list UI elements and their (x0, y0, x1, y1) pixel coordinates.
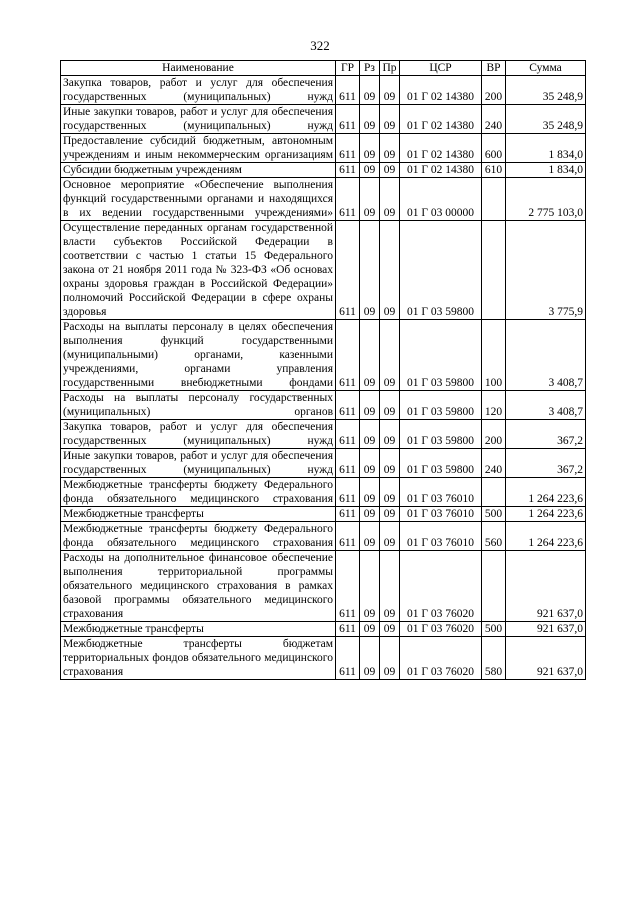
table-row (61, 178, 586, 221)
row-gr: 611 (336, 449, 360, 478)
row-vr: 560 (482, 522, 506, 551)
table-row (61, 551, 586, 622)
row-csr: 01 Г 03 76010 (400, 507, 482, 522)
row-vr (482, 551, 506, 622)
row-csr: 01 Г 03 00000 (400, 178, 482, 221)
row-name: Осуществление переданных органам государственной власти субъектов Российской Федерации в соответствии с частью 1 статьи 15 Федерального закона от 21 ноября 2011 года № 323-ФЗ «Об основах охраны здоровья граждан в Российской Федерации» полномочий Российской Федерации в сфере охраны здоровья (61, 221, 336, 320)
row-rz: 09 (360, 105, 380, 134)
row-csr: 01 Г 03 59800 (400, 221, 482, 320)
row-csr: 01 Г 03 76010 (400, 522, 482, 551)
row-gr: 611 (336, 637, 360, 680)
row-vr: 200 (482, 420, 506, 449)
row-gr: 611 (336, 391, 360, 420)
row-name: Межбюджетные трансферты бюджету Федерального фонда обязательного медицинского страхования (61, 522, 336, 551)
row-gr: 611 (336, 420, 360, 449)
row-csr: 01 Г 03 76010 (400, 478, 482, 507)
row-rz: 09 (360, 551, 380, 622)
row-gr: 611 (336, 551, 360, 622)
row-vr (482, 478, 506, 507)
row-sum: 1 264 223,6 (506, 478, 586, 507)
row-vr: 120 (482, 391, 506, 420)
header-rz: Рз (360, 61, 380, 76)
row-name: Расходы на выплаты персоналу государственных (муниципальных) органов (61, 391, 336, 420)
row-pr: 09 (380, 420, 400, 449)
row-pr: 09 (380, 622, 400, 637)
row-pr: 09 (380, 320, 400, 391)
row-pr: 09 (380, 478, 400, 507)
row-csr: 01 Г 03 59800 (400, 449, 482, 478)
row-sum: 2 775 103,0 (506, 178, 586, 221)
row-name: Межбюджетные трансферты (61, 507, 336, 522)
row-pr: 09 (380, 391, 400, 420)
row-pr: 09 (380, 134, 400, 163)
table-row (61, 391, 586, 420)
header-name: Наименование (61, 61, 336, 76)
table-row (61, 420, 586, 449)
row-name: Закупка товаров, работ и услуг для обеспечения государственных (муниципальных) нужд (61, 76, 336, 105)
row-sum: 1 264 223,6 (506, 522, 586, 551)
table-row (61, 449, 586, 478)
row-vr: 240 (482, 449, 506, 478)
row-name: Межбюджетные трансферты бюджету Федерального фонда обязательного медицинского страхования (61, 478, 336, 507)
table-row (61, 320, 586, 391)
row-name: Межбюджетные трансферты (61, 622, 336, 637)
row-gr: 611 (336, 76, 360, 105)
row-vr: 200 (482, 76, 506, 105)
row-pr: 09 (380, 507, 400, 522)
row-sum: 35 248,9 (506, 105, 586, 134)
row-gr: 611 (336, 134, 360, 163)
row-pr: 09 (380, 551, 400, 622)
row-gr: 611 (336, 163, 360, 178)
row-gr: 611 (336, 105, 360, 134)
row-sum: 3 408,7 (506, 391, 586, 420)
row-sum: 921 637,0 (506, 622, 586, 637)
row-name: Основное мероприятие «Обеспечение выполнения функций государственными органами и находящихся в их ведении государственными учреждениями» (61, 178, 336, 221)
row-csr: 01 Г 02 14380 (400, 134, 482, 163)
row-rz: 09 (360, 76, 380, 105)
row-name: Расходы на выплаты персоналу в целях обеспечения выполнения функций государственными (муниципальными) органами, казенными учреждениями, органами управления государственными внебюджетными фондами (61, 320, 336, 391)
row-csr: 01 Г 03 76020 (400, 551, 482, 622)
row-csr: 01 Г 03 59800 (400, 320, 482, 391)
row-csr: 01 Г 03 59800 (400, 391, 482, 420)
page-number: 322 (310, 38, 330, 53)
row-csr: 01 Г 02 14380 (400, 163, 482, 178)
row-sum: 1 264 223,6 (506, 507, 586, 522)
row-vr: 580 (482, 637, 506, 680)
row-rz: 09 (360, 507, 380, 522)
table-row (61, 163, 586, 178)
header-vr: ВР (482, 61, 506, 76)
row-gr: 611 (336, 522, 360, 551)
row-pr: 09 (380, 522, 400, 551)
row-rz: 09 (360, 637, 380, 680)
table-row (61, 622, 586, 637)
header-pr: Пр (380, 61, 400, 76)
row-gr: 611 (336, 622, 360, 637)
table-row (61, 76, 586, 105)
row-csr: 01 Г 03 76020 (400, 622, 482, 637)
row-rz: 09 (360, 522, 380, 551)
row-vr: 610 (482, 163, 506, 178)
budget-table (60, 60, 586, 680)
table-row (61, 522, 586, 551)
table-row (61, 637, 586, 680)
table-row (61, 478, 586, 507)
header-gr: ГР (336, 61, 360, 76)
row-name: Предоставление субсидий бюджетным, автономным учреждениям и иным некоммерческим организациям (61, 134, 336, 163)
row-pr: 09 (380, 163, 400, 178)
row-rz: 09 (360, 391, 380, 420)
row-csr: 01 Г 02 14380 (400, 76, 482, 105)
row-gr: 611 (336, 178, 360, 221)
row-pr: 09 (380, 76, 400, 105)
row-csr: 01 Г 02 14380 (400, 105, 482, 134)
row-rz: 09 (360, 320, 380, 391)
row-vr: 500 (482, 507, 506, 522)
row-vr: 600 (482, 134, 506, 163)
row-vr: 100 (482, 320, 506, 391)
header-csr: ЦСР (400, 61, 482, 76)
row-pr: 09 (380, 449, 400, 478)
row-rz: 09 (360, 163, 380, 178)
row-sum: 3 408,7 (506, 320, 586, 391)
row-rz: 09 (360, 622, 380, 637)
row-sum: 921 637,0 (506, 551, 586, 622)
row-rz: 09 (360, 221, 380, 320)
row-name: Межбюджетные трансферты бюджетам территориальных фондов обязательного медицинского страхования (61, 637, 336, 680)
row-rz: 09 (360, 449, 380, 478)
row-sum: 921 637,0 (506, 637, 586, 680)
row-pr: 09 (380, 178, 400, 221)
table-row (61, 105, 586, 134)
row-name: Иные закупки товаров, работ и услуг для обеспечения государственных (муниципальных) нужд (61, 449, 336, 478)
row-vr: 500 (482, 622, 506, 637)
row-sum: 1 834,0 (506, 163, 586, 178)
row-csr: 01 Г 03 59800 (400, 420, 482, 449)
row-vr (482, 221, 506, 320)
row-rz: 09 (360, 478, 380, 507)
table-row (61, 134, 586, 163)
row-gr: 611 (336, 320, 360, 391)
row-vr (482, 178, 506, 221)
row-pr: 09 (380, 221, 400, 320)
row-rz: 09 (360, 420, 380, 449)
header-sum: Сумма (506, 61, 586, 76)
row-name: Расходы на дополнительное финансовое обеспечение выполнения территориальной программы обязательного медицинского страхования в рамках базовой программы обязательного медицинского страхования (61, 551, 336, 622)
table-row (61, 507, 586, 522)
row-gr: 611 (336, 507, 360, 522)
row-pr: 09 (380, 637, 400, 680)
row-rz: 09 (360, 178, 380, 221)
row-sum: 3 775,9 (506, 221, 586, 320)
row-name: Субсидии бюджетным учреждениям (61, 163, 336, 178)
table-header-row (61, 61, 586, 76)
row-sum: 367,2 (506, 420, 586, 449)
row-gr: 611 (336, 221, 360, 320)
row-sum: 1 834,0 (506, 134, 586, 163)
row-vr: 240 (482, 105, 506, 134)
row-sum: 35 248,9 (506, 76, 586, 105)
table-row (61, 221, 586, 320)
row-csr: 01 Г 03 76020 (400, 637, 482, 680)
row-pr: 09 (380, 105, 400, 134)
row-name: Иные закупки товаров, работ и услуг для обеспечения государственных (муниципальных) нужд (61, 105, 336, 134)
row-sum: 367,2 (506, 449, 586, 478)
row-name: Закупка товаров, работ и услуг для обеспечения государственных (муниципальных) нужд (61, 420, 336, 449)
row-rz: 09 (360, 134, 380, 163)
row-gr: 611 (336, 478, 360, 507)
